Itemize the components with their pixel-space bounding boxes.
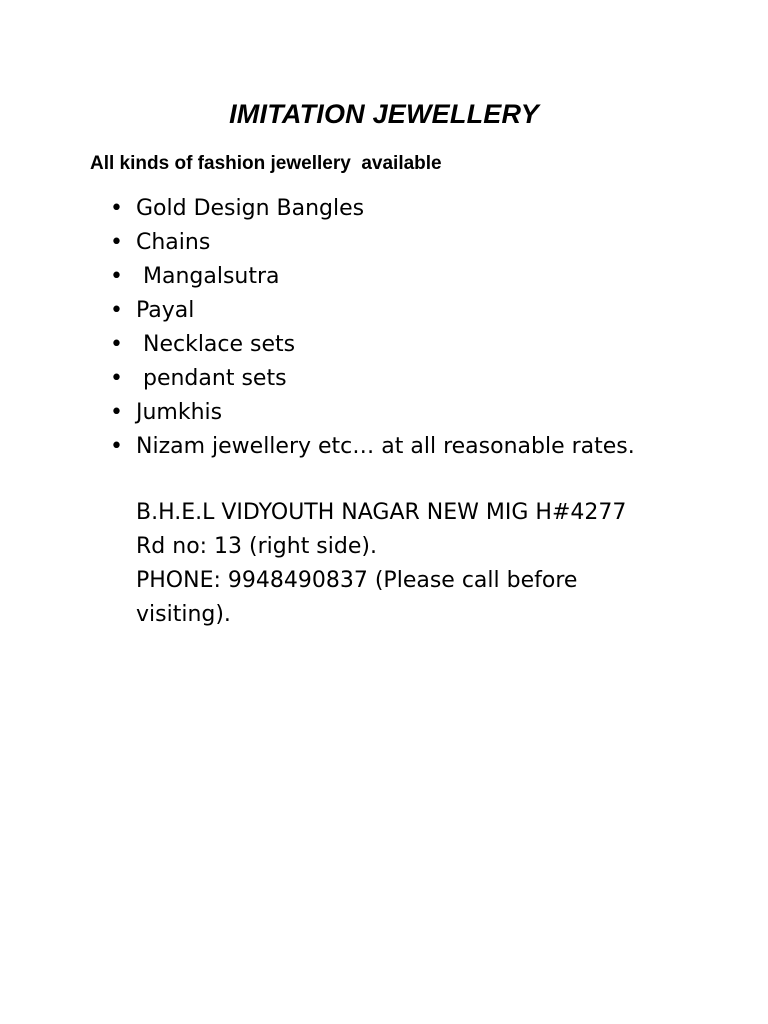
list-item <box>108 396 635 430</box>
bullet-icon: • <box>110 400 123 425</box>
bullet-icon: • <box>110 264 123 289</box>
phone-line: PHONE: 9948490837 (Please call before <box>136 568 578 593</box>
list-item <box>108 328 635 362</box>
list-item-text: Chains <box>136 230 211 255</box>
list-item <box>108 226 635 260</box>
address-line: Rd no: 13 (right side). <box>136 534 377 559</box>
list-item-text: Necklace sets <box>136 332 296 357</box>
list-item-text: pendant sets <box>136 366 287 391</box>
document-subtitle: All kinds of fashion jewellery available <box>90 153 442 174</box>
bullet-icon: • <box>110 230 123 255</box>
bullet-icon: • <box>110 196 123 221</box>
bullet-icon: • <box>110 366 123 391</box>
list-item <box>108 192 635 226</box>
list-item-text: Gold Design Bangles <box>136 196 365 221</box>
list-item-text: Nizam jewellery etc… at all reasonable rates. <box>136 434 635 459</box>
list-item-text: Mangalsutra <box>136 264 280 289</box>
list-item-text: Payal <box>136 298 195 323</box>
bullet-icon: • <box>110 298 123 323</box>
list-item <box>108 362 635 396</box>
list-item <box>108 430 635 464</box>
document-title: IMITATION JEWELLERY <box>229 99 539 129</box>
list-item-text: Jumkhis <box>136 400 223 425</box>
bullet-icon: • <box>110 332 123 357</box>
list-item <box>108 260 635 294</box>
address-line: B.H.E.L VIDYOUTH NAGAR NEW MIG H#4277 <box>136 500 627 525</box>
contact-address-block <box>136 496 736 632</box>
bullet-icon: • <box>110 434 123 459</box>
product-list <box>108 192 635 464</box>
phone-line-continued: visiting). <box>136 602 231 627</box>
list-item <box>108 294 635 328</box>
